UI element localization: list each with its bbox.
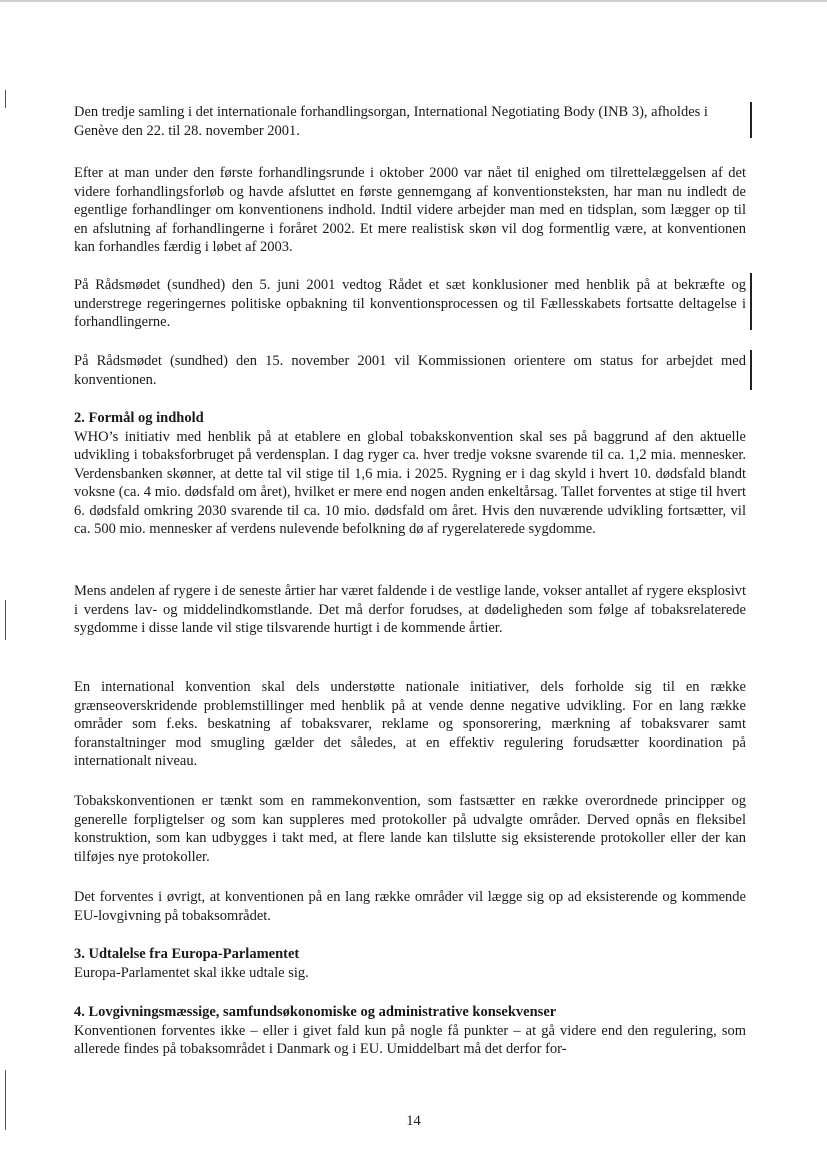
body-text: Efter at man under den første forhandlingsrunde i oktober 2000 var nået til enighed om tilrettelæggelsen af det videre forhandlingsforløb og havde afsluttet en første gennemgang af konventionsteksten, har man nu indledt de egentlige forhandlinger om konventionens indhold. Indtil videre arbejder man med en tidsplan, som lægger op til en afslutning af forhandlingerne i foråret 2002. Et mere realistisk skøn vil dog formentlig være, at konventionen kan forhandles færdig i løbet af 2003.: [74, 165, 746, 255]
body-text: Det forventes i øvrigt, at konventionen på en lang række områder vil lægge sig op ad eksisterende og kommende EU-lovgivning på tobaksområdet.: [74, 889, 746, 924]
section-heading: 4. Lovgivningsmæssige, samfundsøkonomiske og administrative konsekvenser: [74, 1004, 557, 1020]
paragraph-eu-legislation: [74, 888, 746, 925]
paragraph-council-november: [74, 352, 746, 389]
page-number: 14: [406, 1113, 421, 1129]
section-heading: 2. Formål og indhold: [74, 410, 204, 426]
paragraph-council-june: [74, 276, 746, 332]
paragraph-smoker-trends: [74, 582, 746, 638]
section-4: [74, 1003, 746, 1059]
body-text: En international konvention skal dels understøtte nationale initiativer, dels forholde sig til en række grænseoverskridende problemstillinger med henblik på at vende denne negative udvikling. For en lang række områder som f.eks. beskatning af tobaksvarer, reklame og sponsorering, mærkning af tobaksvarer samt foranstaltninger mod smugling gælder det således, at en effektiv regulering forudsætter koordination på internationalt niveau.: [74, 679, 746, 769]
section-3: [74, 945, 746, 982]
body-text: WHO’s initiativ med henblik på at etablere en global tobakskonvention skal ses på baggrund af den aktuelle udvikling i tobaksforbruget på verdensplan. I dag ryger ca. hver tredje voksne svarende til ca. 1,2 mia. mennesker. Verdensbanken skønner, at dette tal vil stige til 1,6 mia. i 2025. Rygning er i dag skyld i hvert 10. dødsfald blandt voksne (ca. 4 mio. dødsfald om året), hvilket er mere end nogen anden enkeltårsag. Tallet forventes at stige til hvert 6. dødsfald omkring 2030 svarende til ca. 10 mio. dødsfald om året. Hvis den nuværende udvikling fortsætter, vil ca. 500 mio. mennesker af verdens nulevende befolkning dø af rygerelaterede sygdomme.: [74, 428, 746, 537]
body-text: Tobakskonventionen er tænkt som en rammekonvention, som fastsætter en række overordnede principper og generelle forpligtelser og som kan suppleres med protokoller på udvalgte områder. Derved opnås en fleksibel konstruktion, som kan udbygges i takt med, at flere lande kan tilslutte sig eksisterende protokoller eller der kan tilføjes nye protokoller.: [74, 793, 746, 865]
scan-margin-mark: [5, 90, 6, 108]
paragraph-inb3: [74, 103, 746, 140]
body-text: På Rådsmødet (sundhed) den 5. juni 2001 vedtog Rådet et sæt konklusioner med henblik på at bekræfte og understrege regeringernes politiske opbakning til konventionsprocessen og til Fællesskabets fortsatte deltagelse i forhandlingerne.: [74, 277, 746, 330]
body-text: På Rådsmødet (sundhed) den 15. november 2001 vil Kommissionen orientere om status for arbejdet med konventionen.: [74, 353, 746, 388]
paragraph-framework-convention: [74, 792, 746, 866]
body-text: Europa-Parlamentet skal ikke udtale sig.: [74, 964, 309, 981]
revision-bar: [750, 350, 752, 390]
section-heading: 3. Udtalelse fra Europa-Parlamentet: [74, 946, 300, 962]
scan-top-edge: [0, 0, 827, 2]
revision-bar: [750, 102, 752, 138]
body-text: Den tredje samling i det internationale forhandlingsorgan, International Negotiating Body (INB 3), afholdes i Genève den 22. til 28. november 2001.: [74, 104, 708, 139]
body-text: Konventionen forventes ikke – eller i givet fald kun på nogle få punkter – at gå videre end den regulering, som allerede findes på tobaksområdet i Danmark og i EU. Umiddelbart må det derfor for-: [74, 1022, 746, 1057]
paragraph-international-convention: [74, 678, 746, 771]
section-2: [74, 409, 746, 539]
scan-margin-mark: [5, 600, 6, 640]
paragraph-negotiation-timeline: [74, 164, 746, 257]
revision-bar: [750, 273, 752, 330]
body-text: Mens andelen af rygere i de seneste årtier har været faldende i de vestlige lande, vokser antallet af rygere eksplosivt i verdens lav- og middelindkomstlande. Det må derfor forudses, at dødeligheden som følge af tobaksrelaterede sygdomme i disse lande vil stige tilsvarende hurtigt i de kommende årtier.: [74, 583, 746, 636]
